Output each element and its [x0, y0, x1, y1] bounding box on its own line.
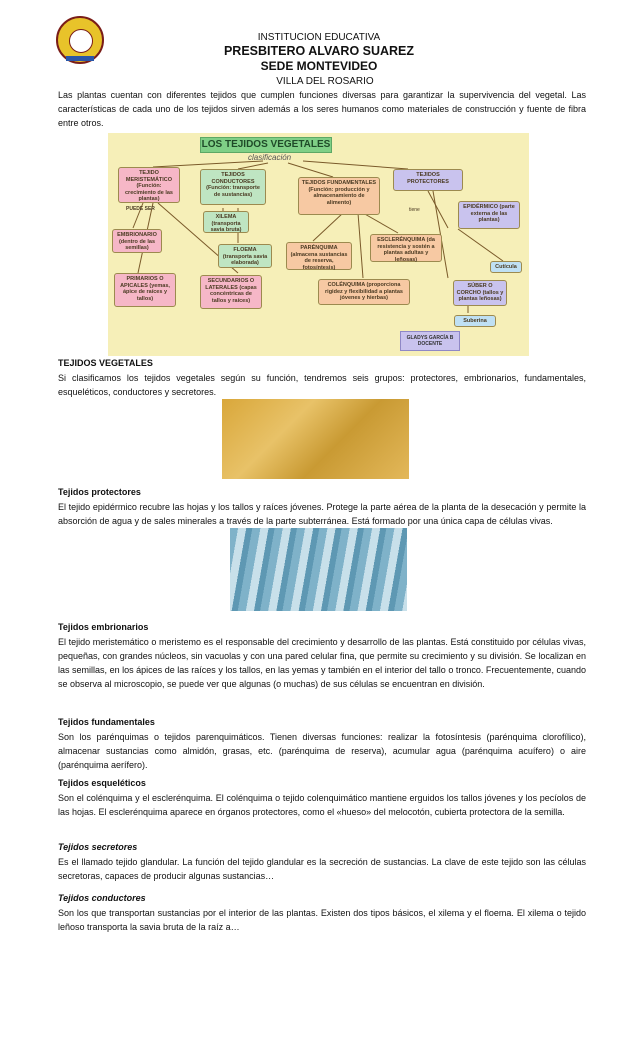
heading-tejidos-secretores: Tejidos secretores [58, 842, 138, 852]
box-parenquima: PARÉNQUIMA (almacena sustancias de reserva, fotosíntesis) [286, 242, 352, 270]
box-esclerenquima: ESCLERÉNQUIMA (da resistencia y sostén a plantas adultas y leñosas) [370, 234, 442, 262]
heading-tejidos-vegetales: TEJIDOS VEGETALES [58, 358, 153, 368]
box-colenquima: COLÉNQUIMA (proporciona rigidez y flexibilidad a plantas jóvenes y hierbas) [318, 279, 410, 305]
heading-tejidos-fundamentales: Tejidos fundamentales [58, 717, 155, 727]
heading-tejidos-conductores: Tejidos conductores [58, 893, 146, 903]
paragraph-tejidos-secretores: Es el llamado tejido glandular. La función del tejido glandular es la secreción de sustancias. La clave de este tejido son las células secretoras, capaces de producir algunas sustancias… [58, 857, 586, 881]
paragraph-tejidos-esqueleticos: Son el colénquima y el esclerénquima. El colénquima o tejido colenquimático mantiene erguidos los tallos jóvenes y los pecíolos de las hojas. El esclerénquima aparece en órganos protectores, como el «hueso» del melocotón, cubierta protectora de la semilla. [58, 793, 586, 817]
meristem-micrograph [230, 528, 407, 611]
box-conductores: TEJIDOS CONDUCTORES (Función: transporte de sustancias) [200, 169, 266, 205]
heading-tejidos-embrionarios: Tejidos embrionarios [58, 622, 149, 632]
box-fundamentales: TEJIDOS FUNDAMENTALES (Función: producción y almacenamiento de alimento) [298, 177, 380, 215]
concept-map [108, 133, 529, 356]
box-epidermico: EPIDÉRMICO (parte externa de las plantas) [458, 201, 520, 229]
paragraph-tejidos-embrionarios: El tejido meristemático o meristemo es el responsable del crecimiento y desarrollo de las plantas. Está constituido por células vivas, pequeñas, con grandes núcleos, sin vacuolas y con una pared celular fina, que permite su crecimiento y su división. Se localizan en las semillas, en los ápices de las raíces y los tallos, en las yemas y también en el interior del tallo o tronco. Frecuentemente, cuando se observa al microscopio, se puede ver que algunas (o muchas) de sus células se encuentran en división. [58, 637, 586, 689]
heading-tejidos-esqueleticos: Tejidos esqueléticos [58, 778, 146, 788]
box-cuticula: Cutícula [490, 261, 522, 273]
box-floema: FLOEMA (transporta savia elaborada) [218, 244, 272, 268]
intro-paragraph: Las plantas cuentan con diferentes tejidos que cumplen funciones diversas para garantizar la supervivencia del vegetal. Las características de cada uno de los tejidos sirven además a los seres humanos como materiales de construcción y fuente de fibra entre otros. [58, 90, 586, 128]
box-suberina: Suberina [454, 315, 496, 327]
box-embrionario: EMBRIONARIO (dentro de las semillas) [112, 229, 162, 253]
concept-map-title: LOS TEJIDOS VEGETALES [200, 137, 332, 153]
header-sede: SEDE MONTEVIDEO [260, 59, 378, 73]
box-secundarios: SECUNDARIOS O LATERALES (capas concéntricas de tallos y raíces) [200, 275, 262, 309]
paragraph-tejidos-protectores: El tejido epidérmico recubre las hojas y los tallos y raíces jóvenes. Protege la parte aérea de la planta de la desecación y permite la absorción de agua y de sales minerales a través de la parte subterránea. Está formado por una única capa de células vivas. [58, 502, 586, 526]
concept-map-author: GLADYS GARCÍA B DOCENTE [400, 331, 460, 351]
box-suber: SÚBER O CORCHO (tallos y plantas leñosas) [453, 280, 507, 306]
header-school: PRESBITERO ALVARO SUAREZ [223, 44, 415, 58]
header-place: VILLA DEL ROSARIO [276, 76, 374, 87]
epidermis-micrograph [222, 399, 409, 479]
box-protectores: TEJIDOS PROTECTORES [393, 169, 463, 191]
paragraph-tejidos-fundamentales: Son los parénquimas o tejidos parenquimáticos. Tienen diversas funciones: realizar la fotosíntesis (parénquima clorofílico), almacenar sustancias como almidón, grasas, etc. (parénquima de reserva), acumular agua (parénquima acuífero) o aire (parénquima aerífero). [58, 732, 586, 770]
label-tiene: tiene [409, 207, 420, 213]
box-meristematico: TEJIDO MERISTEMÁTICO (Función: crecimiento de las plantas) [118, 167, 180, 203]
paragraph-tejidos-vegetales: Si clasificamos los tejidos vegetales según su función, tendremos seis grupos: protectores, embrionarios, fundamentales, esqueléticos, conductores y secretores. [58, 373, 586, 397]
label-puede-ser: PUEDE SER [126, 206, 155, 212]
box-xilema: XILEMA (transporta savia bruta) [203, 211, 249, 233]
heading-tejidos-protectores: Tejidos protectores [58, 487, 141, 497]
box-primarios: PRIMARIOS O APICALES (yemas, ápice de raíces y tallos) [114, 273, 176, 307]
header-institution: INSTITUCION EDUCATIVA [257, 32, 381, 43]
paragraph-tejidos-conductores: Son los que transportan sustancias por el interior de las plantas. Existen dos tipos básicos, el xilema y el floema. El xilema o tejido leñoso transporta la savia bruta de la raíz a… [58, 908, 586, 932]
concept-map-subtitle: clasificación [248, 153, 292, 162]
